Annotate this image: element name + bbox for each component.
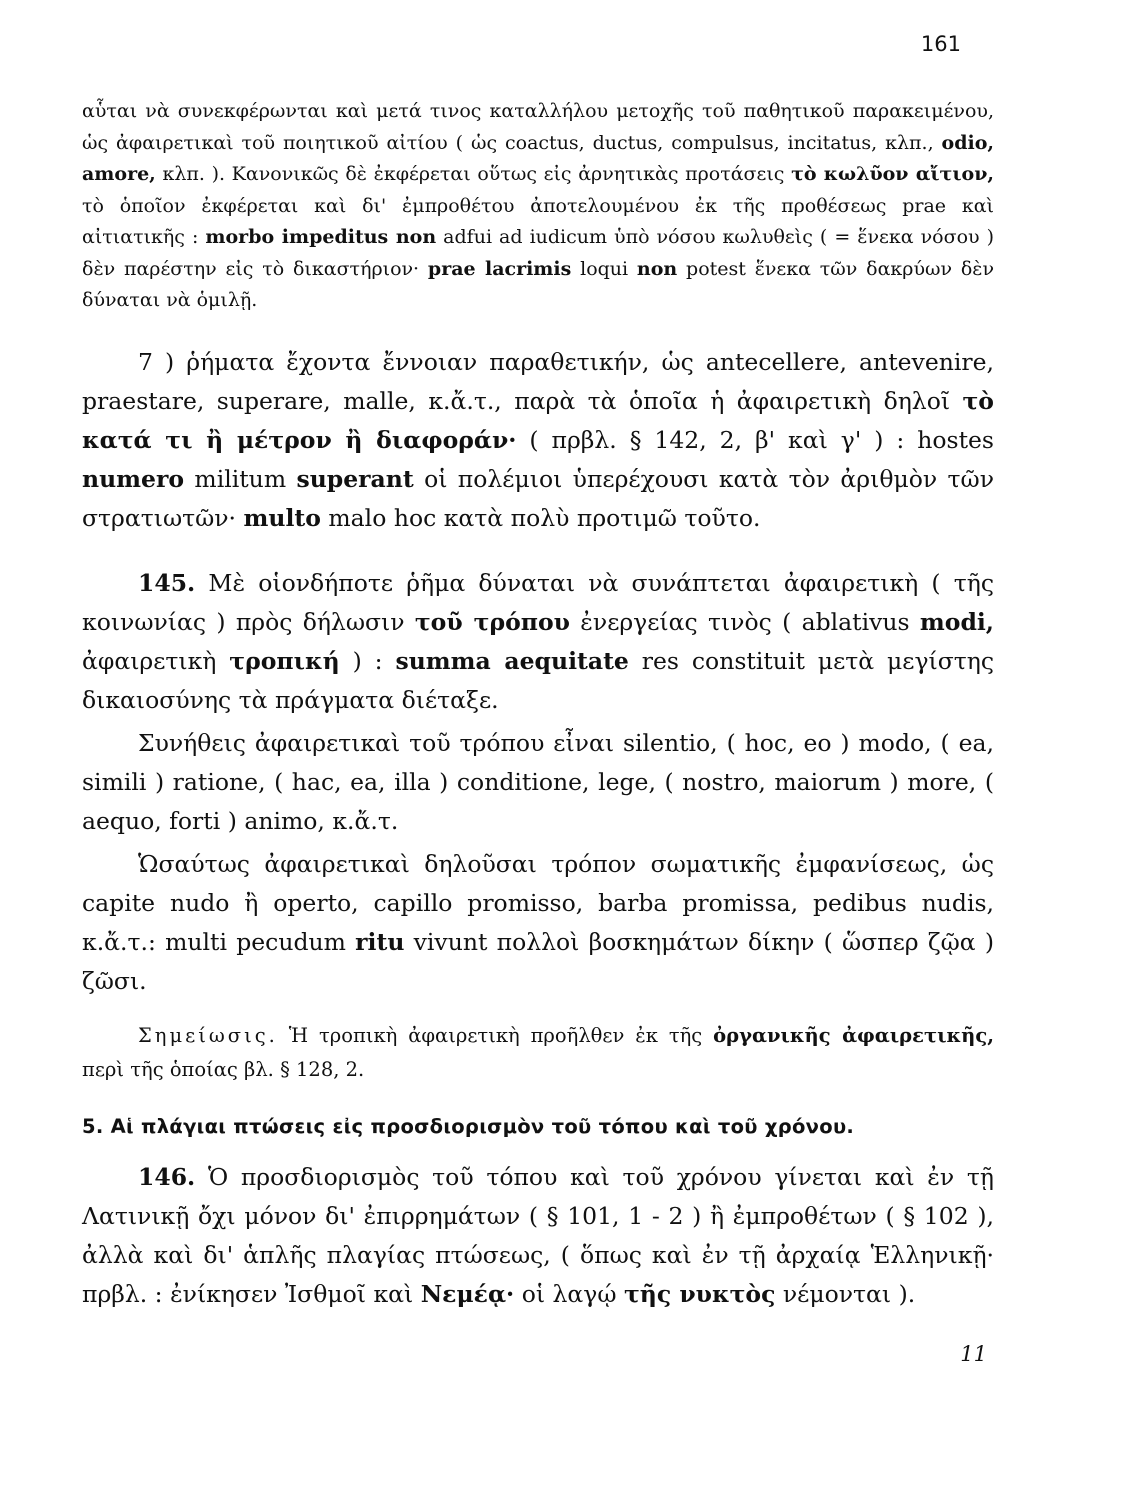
paragraph-continuation: αὗται νὰ συνεκφέρωνται καὶ μετά τινος καταλλήλου μετοχῆς τοῦ παθητικοῦ παρακειμένου, ὡς ἀφαιρετικαὶ τοῦ ποιητικοῦ αἰτίου ( ὡς coactus, ductus, compulsus, incitatus, κλπ., odio, amore, κλπ. ). Κανονικῶς δὲ ἐκφέρεται οὕτως εἰς ἀρνητικὰς προτάσεις τὸ κωλῦον αἴτιον, τὸ ὁποῖον ἐκφέρεται καὶ δι' ἐμπροθέτου ἀποτελουμένου ἐκ τῆς προθέσεως prae καὶ αἰτιατικῆς : morbo impeditus non adfui ad iudicum ὑπὸ νόσου κωλυθεὶς ( = ἕνεκα νόσου ) δὲν παρέστην εἰς τὸ δικαστήριον· prae lacrimis loqui non potest ἕνεκα τῶν δακρύων δὲν δύναται νὰ ὁμιλῇ.	[82, 100, 995, 311]
page-body	[82, 96, 994, 1314]
note-paragraph: Σημείωσις. Ἡ τροπικὴ ἀφαιρετικὴ προῆλθεν ἐκ τῆς ὀργανικῆς ἀφαιρετικῆς, περὶ τῆς ὁποίας βλ. § 128, 2.	[82, 1023, 995, 1081]
note-label: Σημείωσις.	[138, 1023, 278, 1047]
page-number: 161	[920, 32, 961, 56]
section-heading-5: 5. Αἱ πλάγιαι πτώσεις εἰς προσδιορισμὸν τοῦ τόπου καὶ τοῦ χρόνου.	[82, 1114, 855, 1138]
section-number-145: 145.	[138, 568, 196, 597]
paragraph-usual-ablatives: Συνήθεις ἀφαιρετικαὶ τοῦ τρόπου εἶναι silentio, ( hoc, eo ) modo, ( ea, simili ) ratione, ( hac, ea, illa ) conditione, lege, ( nostro, maiorum ) more, ( aequo, forti ) animo, κ.ἄ.τ.	[82, 728, 994, 835]
paragraph-section-145: 145. Μὲ οἱονδήποτε ῥῆμα δύναται νὰ συνάπτεται ἀφαιρετικὴ ( τῆς κοινωνίας ) πρὸς δήλωσιν τοῦ τρόπου ἐνεργείας τινὸς ( ablativus modi, ἀφαιρετικὴ τροπική ) : summa aequitate res constituit μετὰ μεγίστης δικαιοσύνης τὰ πράγματα διέταξε.	[82, 568, 995, 714]
paragraph-item-7: 7 ) ῥήματα ἔχοντα ἔννοιαν παραθετικήν, ὡς antecellere, antevenire, praestare, superare, malle, κ.ἄ.τ., παρὰ τὰ ὁποῖα ἡ ἀφαιρετικὴ δηλοῖ τὸ κατά τι ἢ μέτρον ἢ διαφοράν· ( πρβλ. § 142, 2, β' καὶ γ' ) : hostes numero militum superant οἱ πολέμιοι ὑπερέχουσι κατὰ τὸν ἀριθμὸν τῶν στρατιωτῶν· multo malo hoc κατὰ πολὺ προτιμῶ τοῦτο.	[82, 347, 994, 532]
paragraph-section-146: 146. Ὁ προσδιορισμὸς τοῦ τόπου καὶ τοῦ χρόνου γίνεται καὶ ἐν τῇ Λατινικῇ ὄχι μόνον δι' ἐπιρρημάτων ( § 101, 1 - 2 ) ἢ ἐμπροθέτων ( § 102 ), ἀλλὰ καὶ δι' ἁπλῆς πλαγίας πτώσεως, ( ὅπως καὶ ἐν τῇ ἀρχαίᾳ Ἑλληνικῇ· πρβλ. : ἐνίκησεν Ἰσθμοῖ καὶ Νεμέᾳ· οἱ λαγῴ τῆς νυκτὸς νέμονται ).	[82, 1162, 994, 1308]
signature-mark: 11	[960, 1342, 987, 1366]
paragraph-bodily-appearance: Ὡσαύτως ἀφαιρετικαὶ δηλοῦσαι τρόπον σωματικῆς ἐμφανίσεως, ὡς capite nudo ἢ operto, capillo promisso, barba promissa, pedibus nudis, κ.ἄ.τ.: multi pecudum ritu vivunt πολλοὶ βοσκημάτων δίκην ( ὥσπερ ζῷα ) ζῶσι.	[82, 849, 994, 995]
section-number-146: 146.	[138, 1162, 196, 1191]
